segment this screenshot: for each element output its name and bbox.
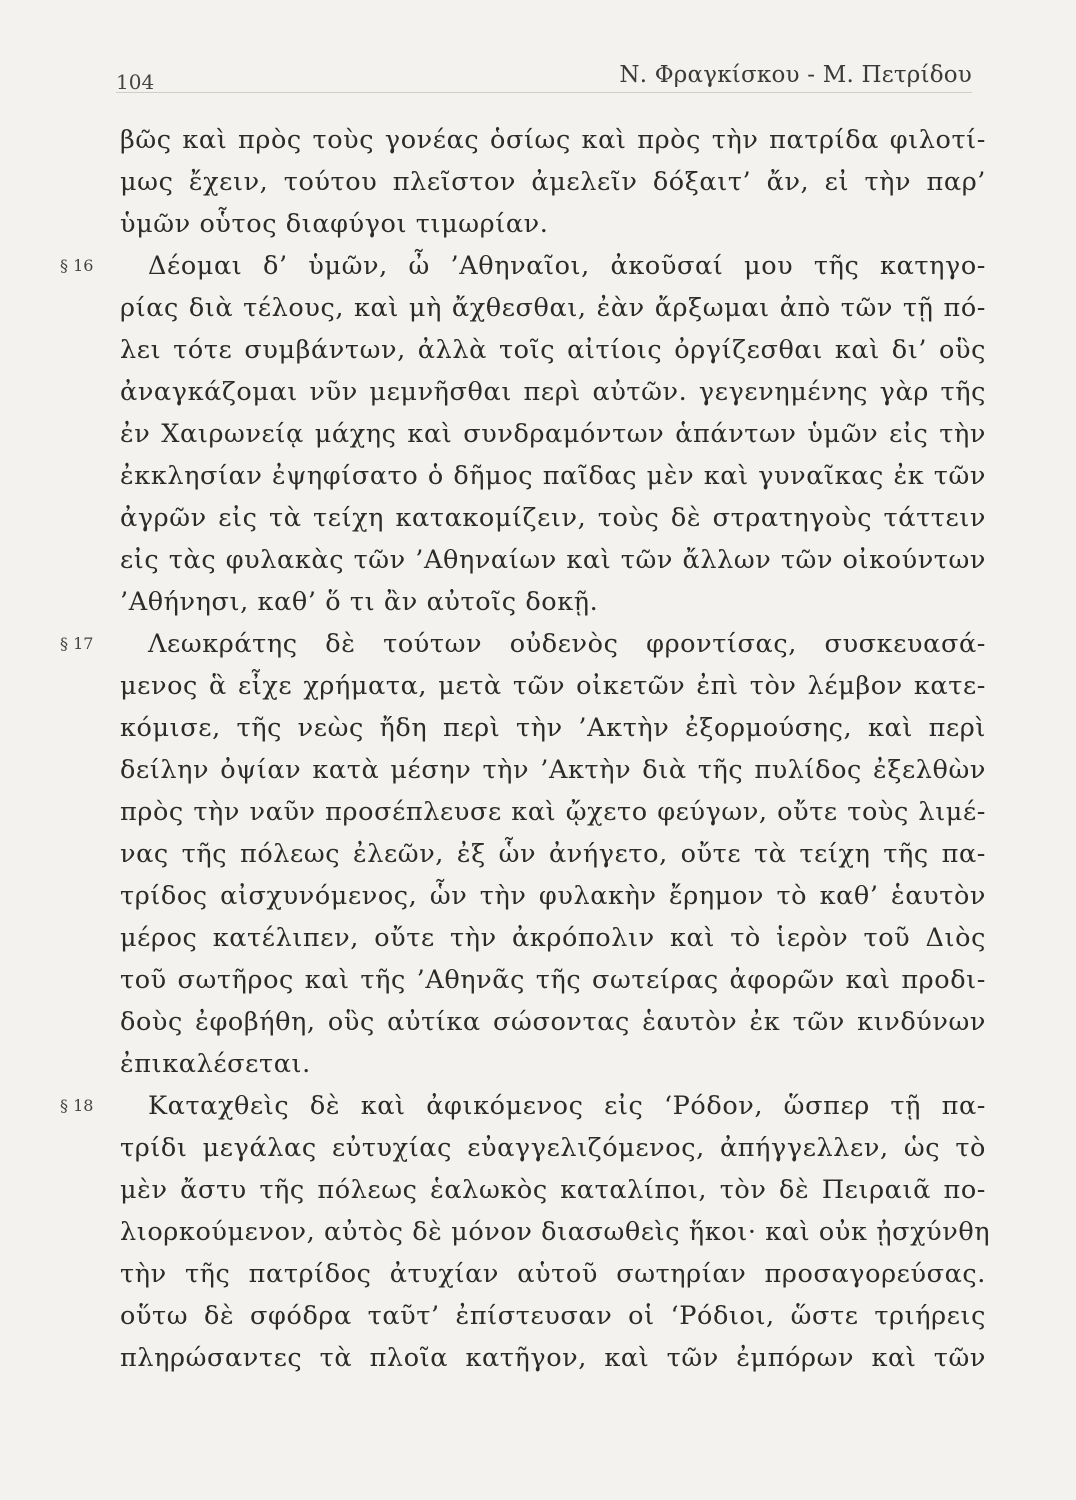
text-line: τοῦ σωτῆρος καὶ τῆς ’Αθηνᾶς τῆς σωτείρας ἀφορῶν καὶ προδι- <box>120 965 986 995</box>
text-line: δείλην ὀψίαν κατὰ μέσην τὴν ’Ακτὴν διὰ τῆς πυλίδος ἐξελθὼν <box>120 755 986 785</box>
text-line: οὕτω δὲ σφόδρα ταῦτ’ ἐπίστευσαν οἱ ‘Ρόδιοι, ὥστε τριήρεις <box>120 1301 986 1331</box>
section-marker: § 18 <box>60 1096 94 1115</box>
text-line: λιορκούμενον, αὐτὸς δὲ μόνον διασωθεὶς ἥκοι· καὶ οὐκ ᾐσχύνθη <box>120 1217 991 1247</box>
text-line: ἐπικαλέσεται. <box>120 1049 311 1079</box>
text-line: λει τότε συμβάντων, ἀλλὰ τοῖς αἰτίοις ὀργίζεσθαι καὶ δι’ οὓς <box>120 335 986 365</box>
text-line: κόμισε, τῆς νεὼς ἤδη περὶ τὴν ’Ακτὴν ἐξορμούσης, καὶ περὶ <box>120 713 986 743</box>
text-line: ρίας διὰ τέλους, καὶ μὴ ἄχθεσθαι, ἐὰν ἄρξωμαι ἀπὸ τῶν τῇ πό- <box>120 293 986 323</box>
text-line: βῶς καὶ πρὸς τοὺς γονέας ὁσίως καὶ πρὸς τὴν πατρίδα φιλοτί- <box>120 125 986 155</box>
text-line: τὴν τῆς πατρίδος ἀτυχίαν αὑτοῦ σωτηρίαν προσαγορεύσας. <box>120 1259 986 1289</box>
text-line: ἐν Χαιρωνείᾳ μάχης καὶ συνδραμόντων ἁπάντων ὑμῶν εἰς τὴν <box>120 419 986 449</box>
section-marker: § 17 <box>60 634 94 653</box>
text-line: πληρώσαντες τὰ πλοῖα κατῆγον, καὶ τῶν ἐμπόρων καὶ τῶν <box>120 1343 986 1373</box>
text-line: ἀναγκάζομαι νῦν μεμνῆσθαι περὶ αὐτῶν. γεγενημένης γὰρ τῆς <box>120 377 986 407</box>
text-line: Λεωκράτης δὲ τούτων οὐδενὸς φροντίσας, συσκευασά- <box>148 629 986 659</box>
text-line: Δέομαι δ’ ὑμῶν, ὦ ’Αθηναῖοι, ἀκοῦσαί μου τῆς κατηγο- <box>148 251 986 281</box>
text-line: ὑμῶν οὗτος διαφύγοι τιμωρίαν. <box>120 209 549 239</box>
text-line: νας τῆς πόλεως ἐλεῶν, ἐξ ὧν ἀνήγετο, οὔτε τὰ τείχη τῆς πα- <box>120 839 986 869</box>
text-line: Καταχθεὶς δὲ καὶ ἀφικόμενος εἰς ‘Ρόδον, ὥσπερ τῇ πα- <box>148 1091 986 1121</box>
page-number: 104 <box>116 70 155 94</box>
text-line: εἰς τὰς φυλακὰς τῶν ’Αθηναίων καὶ τῶν ἄλλων τῶν οἰκούντων <box>120 545 986 575</box>
text-line: μως ἔχειν, τούτου πλεῖστον ἀμελεῖν δόξαιτ’ ἄν, εἰ τὴν παρ’ <box>120 167 986 197</box>
text-line: ἀγρῶν εἰς τὰ τείχη κατακομίζειν, τοὺς δὲ στρατηγοὺς τάττειν <box>120 503 986 533</box>
text-line: μέρος κατέλιπεν, οὔτε τὴν ἀκρόπολιν καὶ τὸ ἱερὸν τοῦ Διὸς <box>120 923 986 953</box>
text-line: μενος ἃ εἶχε χρήματα, μετὰ τῶν οἰκετῶν ἐπὶ τὸν λέμβον κατε- <box>120 671 986 701</box>
page-header <box>116 60 972 93</box>
text-line: ’Αθήνησι, καθ’ ὅ τι ἂν αὐτοῖς δοκῇ. <box>120 587 599 617</box>
text-line: δοὺς ἐφοβήθη, οὓς αὐτίκα σώσοντας ἑαυτὸν ἐκ τῶν κινδύνων <box>120 1007 986 1037</box>
text-line: τρίδι μεγάλας εὐτυχίας εὐαγγελιζόμενος, ἀπήγγελλεν, ὡς τὸ <box>120 1133 986 1163</box>
running-head: Ν. Φραγκίσκου - Μ. Πετρίδου <box>619 62 972 88</box>
text-line: τρίδος αἰσχυνόμενος, ὧν τὴν φυλακὴν ἔρημον τὸ καθ’ ἑαυτὸν <box>120 881 986 911</box>
text-line: ἐκκλησίαν ἐψηφίσατο ὁ δῆμος παῖδας μὲν καὶ γυναῖκας ἐκ τῶν <box>120 461 986 491</box>
text-line: πρὸς τὴν ναῦν προσέπλευσε καὶ ᾤχετο φεύγων, οὔτε τοὺς λιμέ- <box>120 797 986 827</box>
text-line: μὲν ἄστυ τῆς πόλεως ἑαλωκὸς καταλίποι, τὸν δὲ Πειραιᾶ πο- <box>120 1175 986 1205</box>
section-marker: § 16 <box>60 256 94 275</box>
